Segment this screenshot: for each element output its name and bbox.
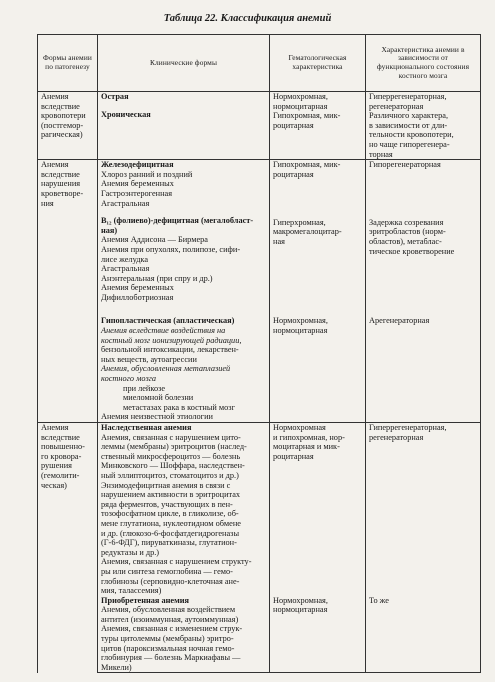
spacer <box>101 119 266 133</box>
hematological-line: и гипохромная, нор- <box>273 432 345 442</box>
clinical-form-line: Энзимодефицитная анемия в связи с <box>101 480 231 490</box>
clinical-form-line: Анемия вследствие воздействия на <box>101 326 226 336</box>
pathogenesis-line: го кровора- <box>41 451 82 461</box>
pathogenesis-line: ческая) <box>41 480 67 490</box>
clinical-form-line: лисе желудка <box>101 254 149 264</box>
clinical-form-line: мене глутатиона, нуклеотидном обмене <box>101 518 241 528</box>
bone-marrow-line: тическое кроветворение <box>369 246 455 256</box>
bone-marrow-cell <box>366 316 481 422</box>
bone-marrow-cell <box>366 160 481 317</box>
bone-marrow-line: эритробластов (норм- <box>369 227 446 237</box>
clinical-form-line: при лейкозе <box>123 383 166 393</box>
pathogenesis-line: (постгемор- <box>41 120 84 130</box>
pathogenesis-cell <box>38 423 98 673</box>
table-body <box>38 92 481 673</box>
bone-marrow-line: регенераторная <box>369 432 424 442</box>
clinical-form-line: ных веществ, аутоагрессии <box>101 354 197 364</box>
clinical-form-line <box>101 208 266 216</box>
clinical-forms-cell <box>98 423 270 596</box>
table-row <box>38 596 481 673</box>
pathogenesis-line: кровопотери <box>41 111 86 121</box>
clinical-forms-cell <box>98 596 270 673</box>
clinical-form-line: бензольной интоксикации, лекарствен- <box>101 345 239 355</box>
spacer <box>101 302 266 316</box>
hematological-line <box>273 199 362 209</box>
clinical-form-line: глобинурия — болезнь Маркиафавы — <box>101 653 241 663</box>
header-bone-marrow: Характеристика анемии в зависимости от функционального состояния костного мозга <box>366 35 481 92</box>
clinical-form-line: Анемия, связанная с изменением струк- <box>101 624 243 634</box>
hematological-line <box>273 179 362 189</box>
pathogenesis-line: Анемия <box>41 92 69 101</box>
hematological-line: Гипохромная, мик- <box>273 111 341 121</box>
clinical-form-line: Анемия Аддисона — Бирмера <box>101 235 208 245</box>
hematological-cell <box>270 423 366 596</box>
bone-marrow-line <box>369 189 477 199</box>
hematological-line: ная <box>273 236 285 246</box>
clinical-form-line: ры или синтеза гемоглобина — гемо- <box>101 566 233 576</box>
clinical-form-line: Анемия при опухолях, полипозе, сифи- <box>101 244 241 254</box>
clinical-form-line: антител (изоиммунная, аутоиммунная) <box>101 614 239 624</box>
bone-marrow-line <box>369 170 477 180</box>
bone-marrow-line <box>369 179 477 189</box>
clinical-form-heading: B₁₂ (фолиево)-дефицитная (мегалобласт- <box>101 216 254 226</box>
pathogenesis-line: ния <box>41 198 54 208</box>
table-row <box>38 92 481 160</box>
pathogenesis-line: вследствие <box>41 169 80 179</box>
clinical-form-line: цитов (пароксизмальная ночная гемо- <box>101 643 235 653</box>
clinical-form-line: мия, талассемия) <box>101 586 162 596</box>
clinical-form-line: леммы (мембраны) эритроцитов (наслед- <box>101 442 247 452</box>
hematological-line: макромегалоцитар- <box>273 227 342 237</box>
bone-marrow-cell <box>366 92 481 160</box>
bone-marrow-line: Гипорегенераторная <box>369 160 441 170</box>
clinical-form-line: миеломной болезни <box>123 393 194 403</box>
hematological-cell <box>270 316 366 422</box>
clinical-form-line: Анемия, обусловленная метаплазией <box>101 364 231 374</box>
hematological-line <box>273 189 362 199</box>
clinical-form-heading: Острая <box>101 92 129 101</box>
hematological-cell <box>270 596 366 673</box>
bone-marrow-cell <box>366 596 481 673</box>
clinical-form-heading: Хроническая <box>101 109 151 119</box>
bone-marrow-line: но чаще гипорегенера- <box>369 139 450 149</box>
pathogenesis-line: кроветворе- <box>41 188 84 198</box>
hematological-line: нормоцитарная <box>273 101 328 111</box>
header-clinical-forms: Клинические формы <box>98 35 270 92</box>
clinical-form-heading: Наследственная анемия <box>101 423 192 432</box>
pathogenesis-cell <box>38 92 98 160</box>
clinical-form-line: ственный микросфероцитоз — болезнь <box>101 451 241 461</box>
hematological-cell <box>270 160 366 317</box>
hematological-line: Гипохромная, мик- <box>273 160 341 170</box>
clinical-form-line: Анемия неизвестной этиологии <box>101 412 213 422</box>
pathogenesis-line: вследствие <box>41 432 80 442</box>
bone-marrow-line: областов), метаблас- <box>369 236 442 246</box>
table-caption: Таблица 22. Классификация анемий <box>163 13 332 24</box>
hematological-line: Нормохромная, <box>273 92 328 101</box>
clinical-form-line: Гастроэнтерогенная <box>101 188 173 198</box>
bone-marrow-line: Различного характера, <box>369 111 449 121</box>
bone-marrow-line: регенераторная <box>369 101 424 111</box>
clinical-form-line: ный эллиптоцитоз, стоматоцитоз и др.) <box>101 470 239 480</box>
clinical-form-line: Анемия, связанная с нарушением цито- <box>101 432 241 442</box>
pathogenesis-line: (гемолити- <box>41 470 80 480</box>
hematological-cell <box>270 92 366 160</box>
anemia-classification-table <box>37 34 481 673</box>
bone-marrow-line: Гиперрегенераторная, <box>369 92 447 101</box>
clinical-form-line: Анемия беременных <box>101 179 174 189</box>
hematological-line <box>273 208 362 218</box>
pathogenesis-cell <box>38 160 98 423</box>
clinical-form-heading: Приобретенная анемия <box>101 595 190 605</box>
clinical-form-heading: Гипопластическая (апластическая) <box>101 316 235 326</box>
hematological-line: нормоцитарная <box>273 605 328 615</box>
hematological-line: нормоцитарная <box>273 326 328 336</box>
clinical-forms-cell <box>98 160 270 317</box>
table-row <box>38 423 481 596</box>
clinical-form-line: Дифиллоботриозная <box>101 292 174 302</box>
clinical-form-line: Анемия, связанная с нарушением структу- <box>101 557 252 567</box>
clinical-form-line: тозофосфатном цикле, в гликолизе, об- <box>101 509 239 519</box>
clinical-form-line: Анэнтеральная (при спру и др.) <box>101 273 213 283</box>
clinical-form-line: Анемия, обусловленная воздействием <box>101 605 236 615</box>
hematological-line: Гиперхромная, <box>273 217 326 227</box>
pathogenesis-line: Анемия <box>41 423 69 432</box>
clinical-forms-cell <box>98 92 270 160</box>
table-row <box>38 316 481 422</box>
header-pathogenesis: Формы анемии по патогенезу <box>38 35 98 92</box>
bone-marrow-line: Задержка созревания <box>369 217 444 227</box>
clinical-form-line: редуктазы и др.) <box>101 547 160 557</box>
clinical-form-line: Агастральная <box>101 264 150 274</box>
hematological-line: моцитарная и мик- <box>273 442 340 452</box>
clinical-form-line: (Г-6-ФДГ), пируваткиназы, глутатион- <box>101 538 237 548</box>
pathogenesis-line: Анемия <box>41 160 69 170</box>
bone-marrow-line: То же <box>369 595 389 605</box>
bone-marrow-line: Гиперрегенераторная, <box>369 423 447 432</box>
bone-marrow-line <box>369 208 477 218</box>
clinical-form-line: метастазах рака в костный мозг <box>123 402 235 412</box>
hematological-line: Нормохромная, <box>273 595 328 605</box>
pathogenesis-line: повышенно- <box>41 442 85 452</box>
clinical-form-line: костный мозг ионизирующей радиации, <box>101 335 242 345</box>
hematological-line: роцитарная <box>273 120 314 130</box>
clinical-form-line: Минковского — Шоффара, наследствен- <box>101 461 245 471</box>
clinical-form-heading: ная) <box>101 225 118 235</box>
clinical-form-line: нарушением активности в эритроцитах <box>101 490 241 500</box>
table-row <box>38 160 481 317</box>
bone-marrow-line: Арегенераторная <box>369 316 430 326</box>
pathogenesis-line: рушения <box>41 461 72 471</box>
clinical-form-line: Анемия беременных <box>101 283 174 293</box>
clinical-form-line: костного мозга <box>101 374 157 384</box>
hematological-line: роцитарная <box>273 169 314 179</box>
bone-marrow-line: тельности кровопотери, <box>369 130 454 140</box>
pathogenesis-line: вследствие <box>41 101 80 111</box>
header-hematological: Гематологическая характеристика <box>270 35 366 92</box>
bone-marrow-line <box>369 199 477 209</box>
clinical-form-line: Микели) <box>101 662 132 672</box>
hematological-line: роцитарная <box>273 451 314 461</box>
pathogenesis-line: рагическая) <box>41 130 83 140</box>
clinical-forms-cell <box>98 316 270 422</box>
hematological-line: Нормохромная <box>273 423 326 432</box>
clinical-form-line: ряда ферментов, участвующих в пен- <box>101 499 233 509</box>
hematological-line: Нормохромная, <box>273 316 328 326</box>
pathogenesis-line: нарушения <box>41 179 81 189</box>
bone-marrow-line: торная <box>369 149 393 159</box>
clinical-form-line: туры цитолеммы (мембраны) эритро- <box>101 634 234 644</box>
clinical-form-line: Хлороз ранний и поздний <box>101 169 193 179</box>
clinical-form-heading: Железодефицитная <box>101 160 174 170</box>
clinical-form-line: глобинозы (серповидно-клеточная ане- <box>101 576 240 586</box>
clinical-form-line <box>101 102 266 110</box>
bone-marrow-cell <box>366 423 481 596</box>
bone-marrow-line: в зависимости от дли- <box>369 120 448 130</box>
clinical-form-line: и др. (глюкозо-6-фосфатдегидрогеназы <box>101 528 240 538</box>
header-row <box>38 35 481 92</box>
clinical-form-line: Агастральная <box>101 198 150 208</box>
